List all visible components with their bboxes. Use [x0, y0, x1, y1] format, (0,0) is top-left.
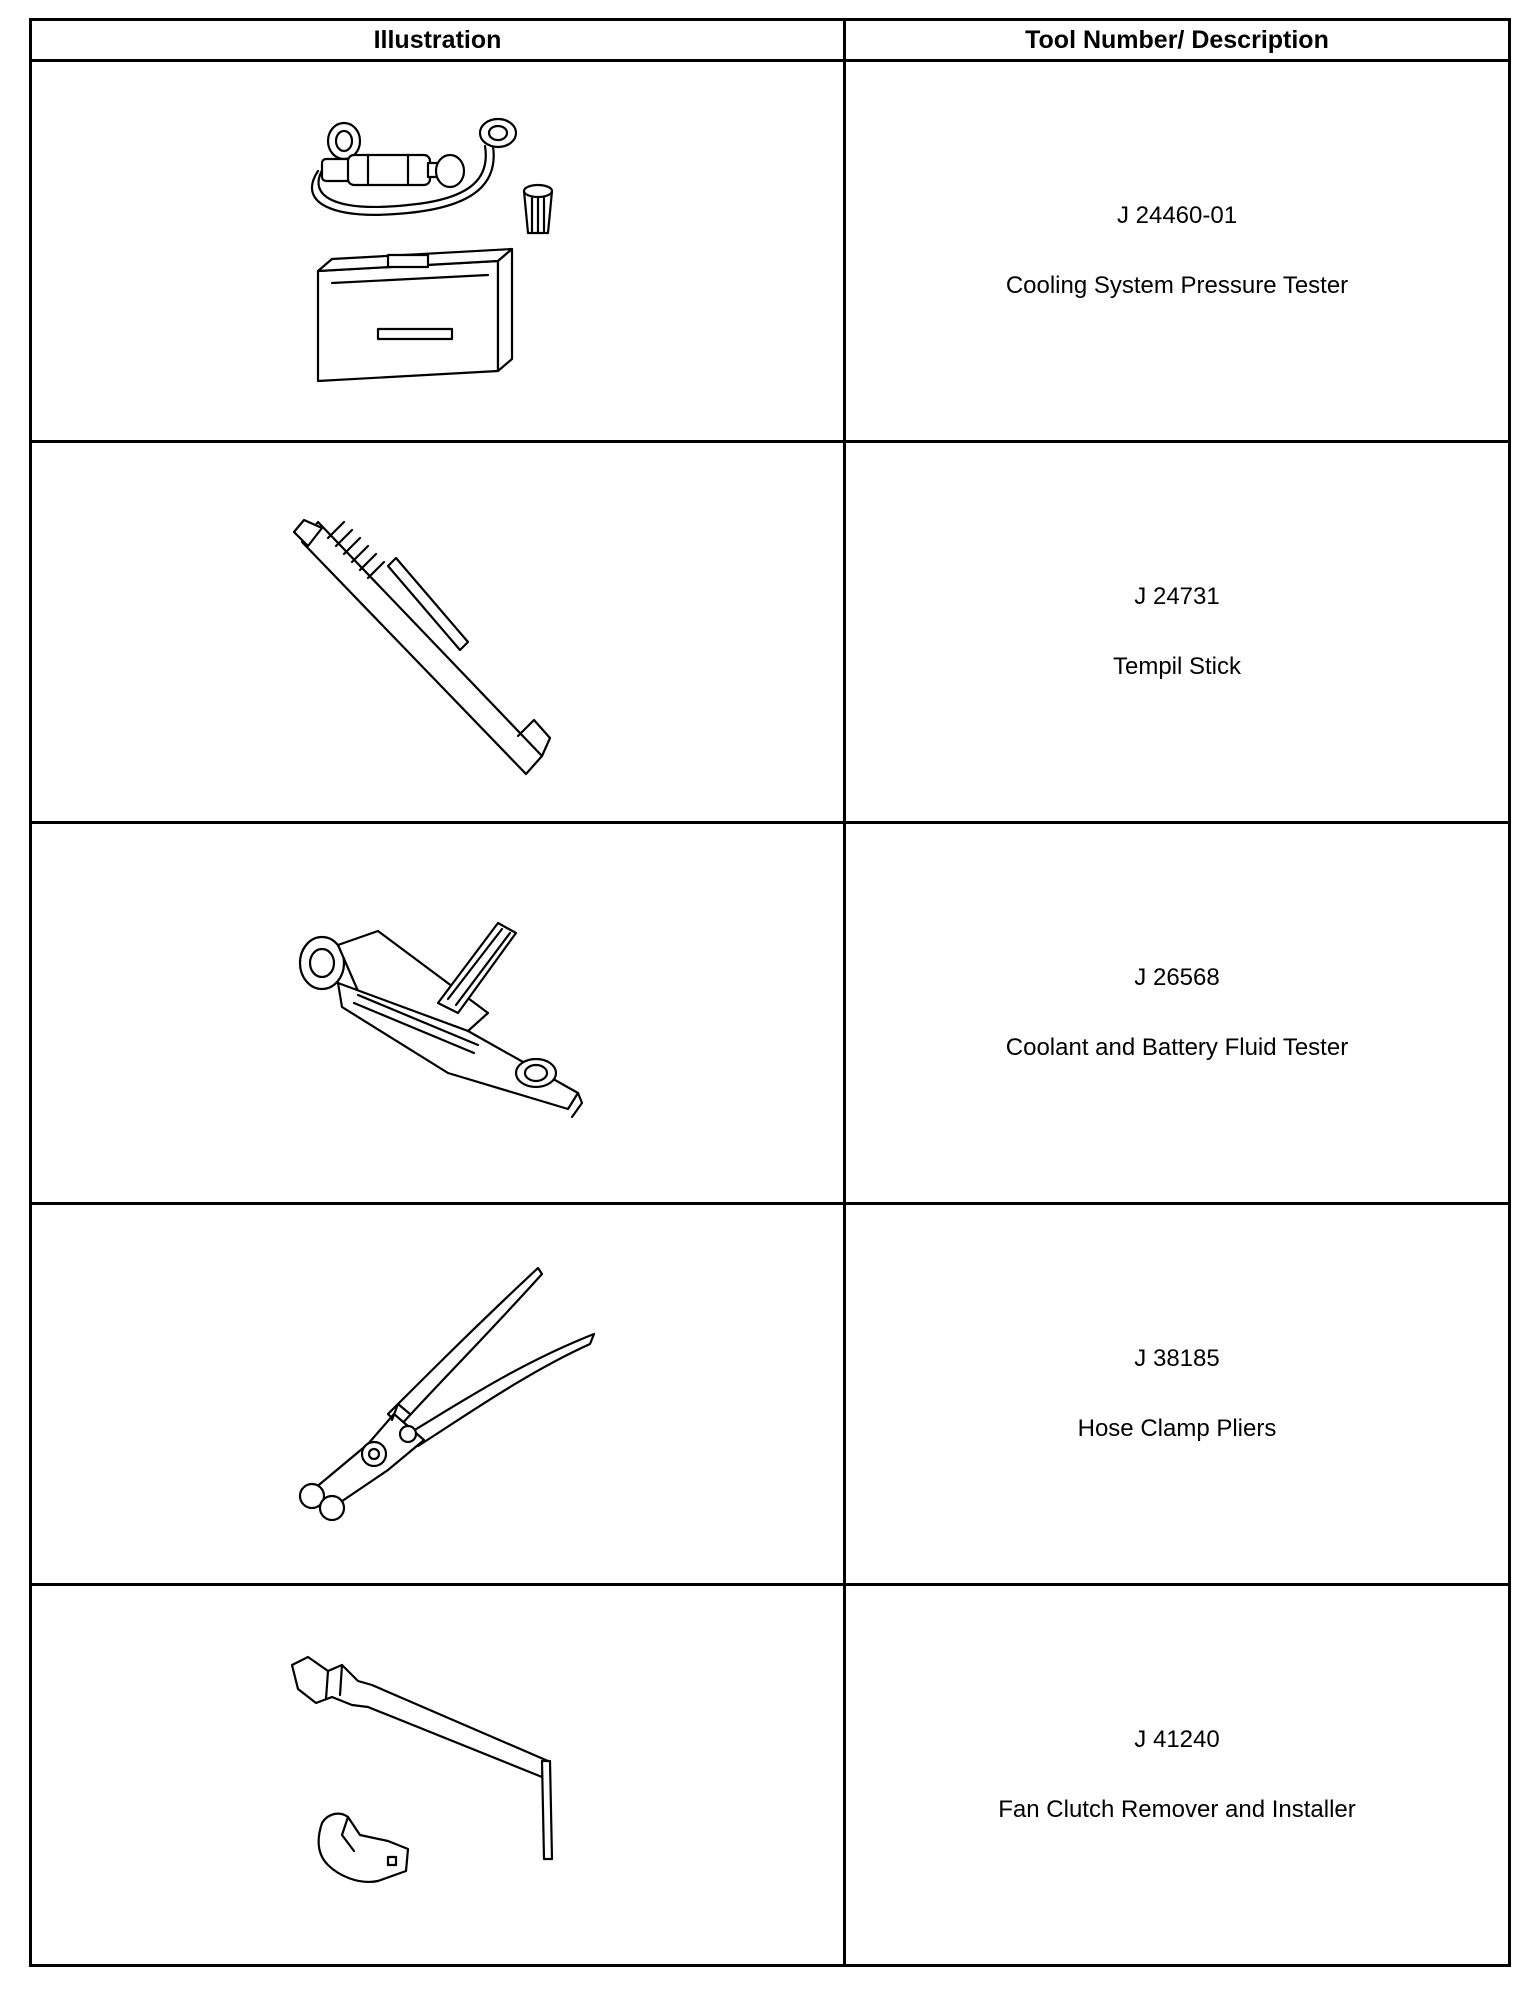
- illustration-header: Illustration: [31, 20, 845, 61]
- tools-table: [29, 18, 1511, 1967]
- tool-description: Cooling System Pressure Tester: [1005, 272, 1349, 299]
- tempil-stick-icon: [288, 482, 588, 782]
- tool-description: Tempil Stick: [1112, 653, 1242, 680]
- header-row: [31, 20, 1510, 61]
- tool-description-header: Tool Number/ Description: [845, 20, 1510, 61]
- table-row: [31, 442, 1510, 823]
- tool-number: J 26568: [1134, 964, 1220, 991]
- tool-description-cell: [845, 1204, 1510, 1585]
- table-row: [31, 61, 1510, 442]
- tool-number: J 24460-01: [1116, 202, 1238, 229]
- tool-number: J 38185: [1134, 1345, 1220, 1372]
- illustration-cell: [31, 61, 845, 442]
- table-row: [31, 823, 1510, 1204]
- illustration-cell: [31, 442, 845, 823]
- tool-description-cell: [845, 1585, 1510, 1966]
- illustration-cell: [31, 1204, 845, 1585]
- illustration-cell: [31, 1585, 845, 1966]
- fluid-tester-icon: [278, 903, 598, 1123]
- hose-clamp-pliers-icon: [278, 1264, 598, 1524]
- tool-description: Coolant and Battery Fluid Tester: [1005, 1034, 1349, 1061]
- tool-description-cell: [845, 442, 1510, 823]
- pressure-tester-icon: [288, 101, 588, 401]
- illustration-cell: [31, 823, 845, 1204]
- tool-description-cell: [845, 61, 1510, 442]
- tool-description: Fan Clutch Remover and Installer: [998, 1796, 1356, 1823]
- tool-description: Hose Clamp Pliers: [1077, 1415, 1277, 1442]
- tool-description-cell: [845, 823, 1510, 1204]
- fan-clutch-tool-icon: [288, 1645, 588, 1905]
- tool-number: J 41240: [1134, 1726, 1220, 1753]
- tool-number: J 24731: [1134, 583, 1220, 610]
- table-row: [31, 1204, 1510, 1585]
- table-row: [31, 1585, 1510, 1966]
